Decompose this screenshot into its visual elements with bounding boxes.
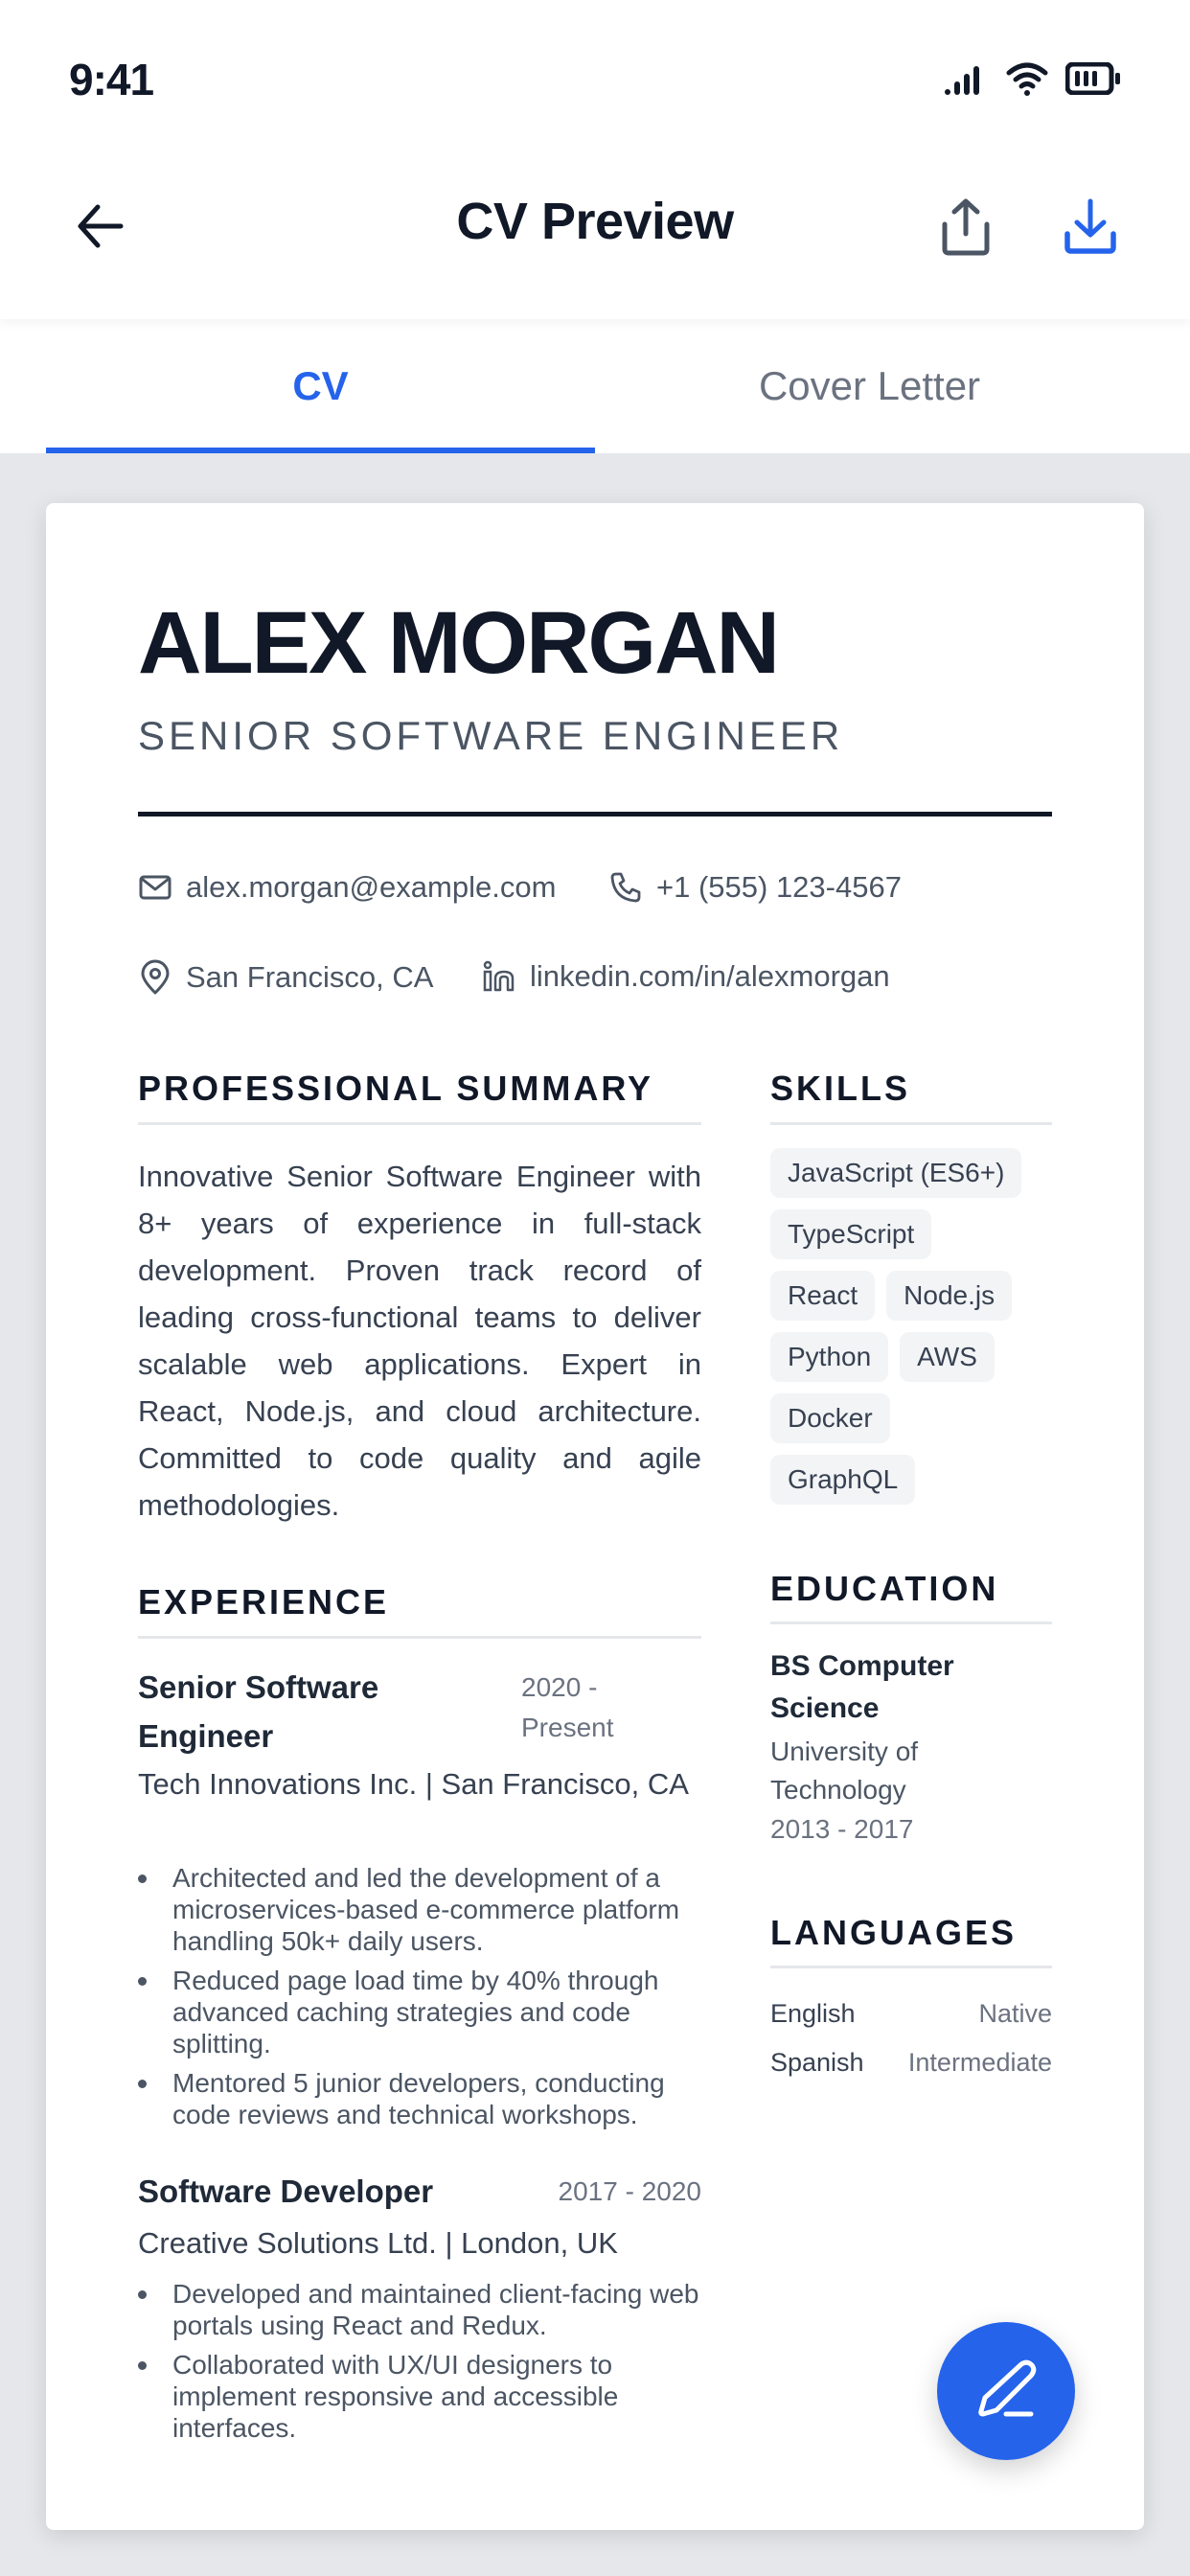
languages-heading: LANGUAGES bbox=[770, 1913, 1018, 1952]
skills-heading: SKILLS bbox=[770, 1069, 911, 1108]
skill-chip: Python bbox=[770, 1332, 888, 1382]
job-bullet: Developed and maintained client-facing web portals using React and Redux. bbox=[138, 2278, 713, 2341]
skill-chip: AWS bbox=[900, 1332, 995, 1382]
job-title: Software Developer bbox=[138, 2174, 434, 2209]
education-years: 2013 - 2017 bbox=[770, 1814, 914, 1844]
job-bullets bbox=[138, 2278, 713, 2451]
battery-icon bbox=[1065, 62, 1121, 95]
location-text: San Francisco, CA bbox=[186, 960, 434, 994]
download-button[interactable] bbox=[1060, 196, 1121, 257]
linkedin-icon bbox=[482, 959, 516, 994]
job-company: Tech Innovations Inc. | San Francisco, CA bbox=[138, 1767, 689, 1801]
contact-linkedin bbox=[482, 959, 890, 994]
job-bullet: Reduced page load time by 40% through advanced caching strategies and code splitting. bbox=[138, 1965, 713, 2059]
skill-chip: JavaScript (ES6+) bbox=[770, 1148, 1021, 1198]
language-level: Native bbox=[978, 1999, 1052, 2028]
contact-email bbox=[138, 870, 556, 905]
share-button[interactable] bbox=[935, 196, 996, 257]
tab-bar bbox=[0, 319, 1190, 453]
language-name: Spanish bbox=[770, 2048, 864, 2077]
linkedin-text[interactable]: linkedin.com/in/alexmorgan bbox=[530, 959, 890, 993]
download-icon bbox=[1060, 196, 1121, 257]
skill-chip: Node.js bbox=[886, 1271, 1012, 1321]
experience-heading: EXPERIENCE bbox=[138, 1582, 390, 1622]
cellular-signal-icon bbox=[945, 62, 989, 95]
contact-location bbox=[138, 959, 433, 996]
language-level: Intermediate bbox=[907, 2048, 1052, 2077]
skill-chip: Docker bbox=[770, 1393, 890, 1443]
phone-icon bbox=[608, 870, 643, 905]
experience-divider bbox=[138, 1636, 701, 1639]
job-bullet: Architected and led the development of a microservices-based e-commerce platform handling 50k+ daily users. bbox=[138, 1862, 713, 1957]
language-row bbox=[770, 2043, 1052, 2082]
app-header bbox=[0, 0, 1190, 319]
share-icon bbox=[935, 196, 996, 257]
phone-text: +1 (555) 123-4567 bbox=[656, 870, 902, 904]
skill-chip: React bbox=[770, 1271, 875, 1321]
edit-button[interactable] bbox=[937, 2322, 1075, 2460]
language-name: English bbox=[770, 1999, 856, 2028]
skill-chip: GraphQL bbox=[770, 1455, 915, 1505]
tab-cover-letter[interactable]: Cover Letter bbox=[758, 363, 981, 408]
job-bullets bbox=[138, 1862, 713, 2138]
skills-list bbox=[770, 1148, 1058, 1505]
education-degree: BS Computer Science bbox=[770, 1650, 954, 1724]
education-heading: EDUCATION bbox=[770, 1569, 999, 1608]
page-title: CV Preview bbox=[456, 193, 734, 250]
email-text: alex.morgan@example.com bbox=[186, 870, 557, 904]
active-tab-indicator bbox=[46, 448, 595, 453]
job-dates: 2020 - Present bbox=[521, 1672, 614, 1742]
wifi-icon bbox=[1006, 61, 1048, 96]
job-company: Creative Solutions Ltd. | London, UK bbox=[138, 2226, 618, 2260]
cv-role: SENIOR SOFTWARE ENGINEER bbox=[138, 713, 844, 758]
languages-divider bbox=[770, 1966, 1052, 1968]
contact-phone bbox=[608, 870, 902, 905]
language-row bbox=[770, 1994, 1052, 2033]
mail-icon bbox=[138, 870, 172, 905]
summary-divider bbox=[138, 1122, 701, 1125]
education-school: University of Technology bbox=[770, 1736, 919, 1805]
job-title: Senior Software Engineer bbox=[138, 1669, 379, 1754]
cv-name: ALEX MORGAN bbox=[138, 594, 778, 692]
map-pin-icon bbox=[138, 959, 172, 996]
job-dates: 2017 - 2020 bbox=[558, 2176, 701, 2206]
job-bullet: Collaborated with UX/UI designers to implement responsive and accessible interfaces. bbox=[138, 2349, 713, 2444]
status-icons bbox=[945, 61, 1121, 96]
skills-divider bbox=[770, 1122, 1052, 1125]
summary-heading: PROFESSIONAL SUMMARY bbox=[138, 1069, 654, 1108]
skill-chip: TypeScript bbox=[770, 1209, 931, 1259]
education-divider bbox=[770, 1622, 1052, 1624]
edit-pencil-icon bbox=[972, 2357, 1041, 2426]
header-divider bbox=[138, 812, 1052, 816]
summary-text: Innovative Senior Software Engineer with 8+ years of experience in full-stack development. Proven track record of leading cross-functional teams to deliver scalable web applications. Expert in React, Node.js, and cloud architecture. Committed to code quality and agile methodologies. bbox=[138, 1160, 701, 1522]
tab-cv[interactable]: CV bbox=[292, 363, 349, 408]
job-bullet: Mentored 5 junior developers, conducting code reviews and technical workshops. bbox=[138, 2067, 713, 2130]
status-time: 9:41 bbox=[69, 55, 154, 104]
cv-document[interactable] bbox=[46, 503, 1144, 2530]
